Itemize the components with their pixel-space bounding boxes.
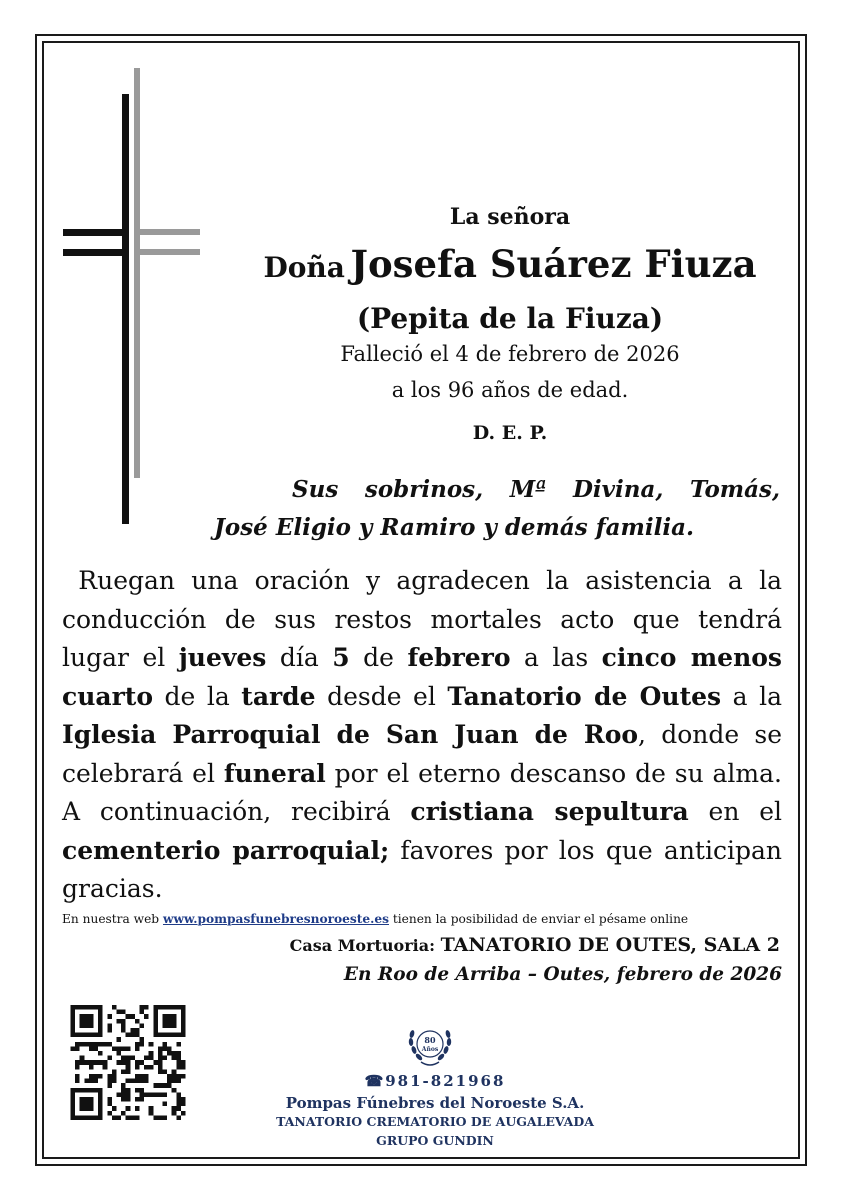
full-name: Josefa Suárez Fiuza — [350, 242, 757, 286]
web-notice — [62, 912, 782, 926]
body-text-run: día — [266, 643, 333, 672]
group-name: GRUPO GUNDIN — [376, 1133, 494, 1148]
body-text-run: favores por los que anticipan gracias. — [62, 835, 782, 903]
rip-text: D. E. P. — [472, 422, 548, 444]
web-text-before: En nuestra web — [62, 912, 163, 926]
body-text-run: en el — [688, 797, 782, 826]
funeral-home-label: Casa Mortuoria: — [289, 936, 441, 955]
deceased-name — [250, 242, 770, 286]
qr-code[interactable] — [69, 1005, 187, 1120]
web-text-after: tienen la posibilidad de enviar el pésame online — [388, 912, 689, 926]
body-text-run: a la — [721, 681, 782, 711]
body-text-run: de — [349, 643, 408, 672]
age: a los 96 años de edad. — [391, 378, 629, 402]
emphasis-text: cinco menos cuarto — [62, 643, 782, 711]
death-date: Falleció el 4 de febrero de 2026 — [340, 342, 680, 366]
body-text-run: a las — [510, 643, 602, 672]
body-text-run: por el eterno descanso de su alma. A continuación, recibirá — [62, 758, 782, 826]
family-line-2: José Eligio y Ramiro y demás familia. — [214, 514, 694, 541]
phone-number[interactable] — [200, 1072, 670, 1090]
nickname: (Pepita de la Fiuza) — [356, 302, 664, 335]
place-date: En Roo de Arriba – Outes, febrero de 2026 — [343, 964, 782, 985]
family-line-1: Sus sobrinos, Mª Divina, Tomás, — [292, 476, 780, 503]
ceremony-text — [62, 562, 782, 909]
emphasis-text: Tanatorio de Outes — [447, 681, 722, 711]
body-text-run: desde el — [315, 681, 448, 711]
crematorium-name: TANATORIO CREMATORIO DE AUGALEVADA — [276, 1114, 594, 1129]
body-text-run: de la — [153, 681, 242, 711]
badge-word: Años — [421, 1046, 439, 1053]
emphasis-text: jueves — [178, 643, 267, 672]
anniversary-badge-icon — [405, 1020, 455, 1070]
cross-icon — [60, 66, 205, 531]
funeral-home-value: TANATORIO DE OUTES, SALA 2 — [440, 934, 780, 956]
emphasis-text: febrero — [407, 643, 511, 672]
emphasis-text: tarde — [241, 681, 316, 711]
phone-text: 981-821968 — [385, 1072, 506, 1090]
name-prefix: Doña — [263, 251, 345, 284]
company-name: Pompas Fúnebres del Noroeste S.A. — [285, 1094, 585, 1112]
body-text-run: , donde se celebrará el — [62, 720, 782, 788]
title-label: La señora — [449, 204, 571, 230]
emphasis-text: funeral — [223, 758, 326, 788]
emphasis-text: cementerio parroquial; — [62, 835, 390, 865]
emphasis-text: Iglesia Parroquial de San Juan de Roo — [62, 720, 639, 749]
website-link[interactable]: www.pompasfunebresnoroeste.es — [162, 912, 389, 926]
telephone-icon: ☎ — [364, 1072, 386, 1090]
body-text-run: Ruegan una oración y agradecen la asistencia a la conducción de sus restos mortales acto que tendrá lugar el — [62, 566, 782, 672]
badge-number: 80 — [424, 1035, 436, 1045]
emphasis-text: cristiana sepultura — [410, 797, 689, 826]
emphasis-text: 5 — [332, 643, 350, 672]
funeral-home — [290, 934, 780, 956]
